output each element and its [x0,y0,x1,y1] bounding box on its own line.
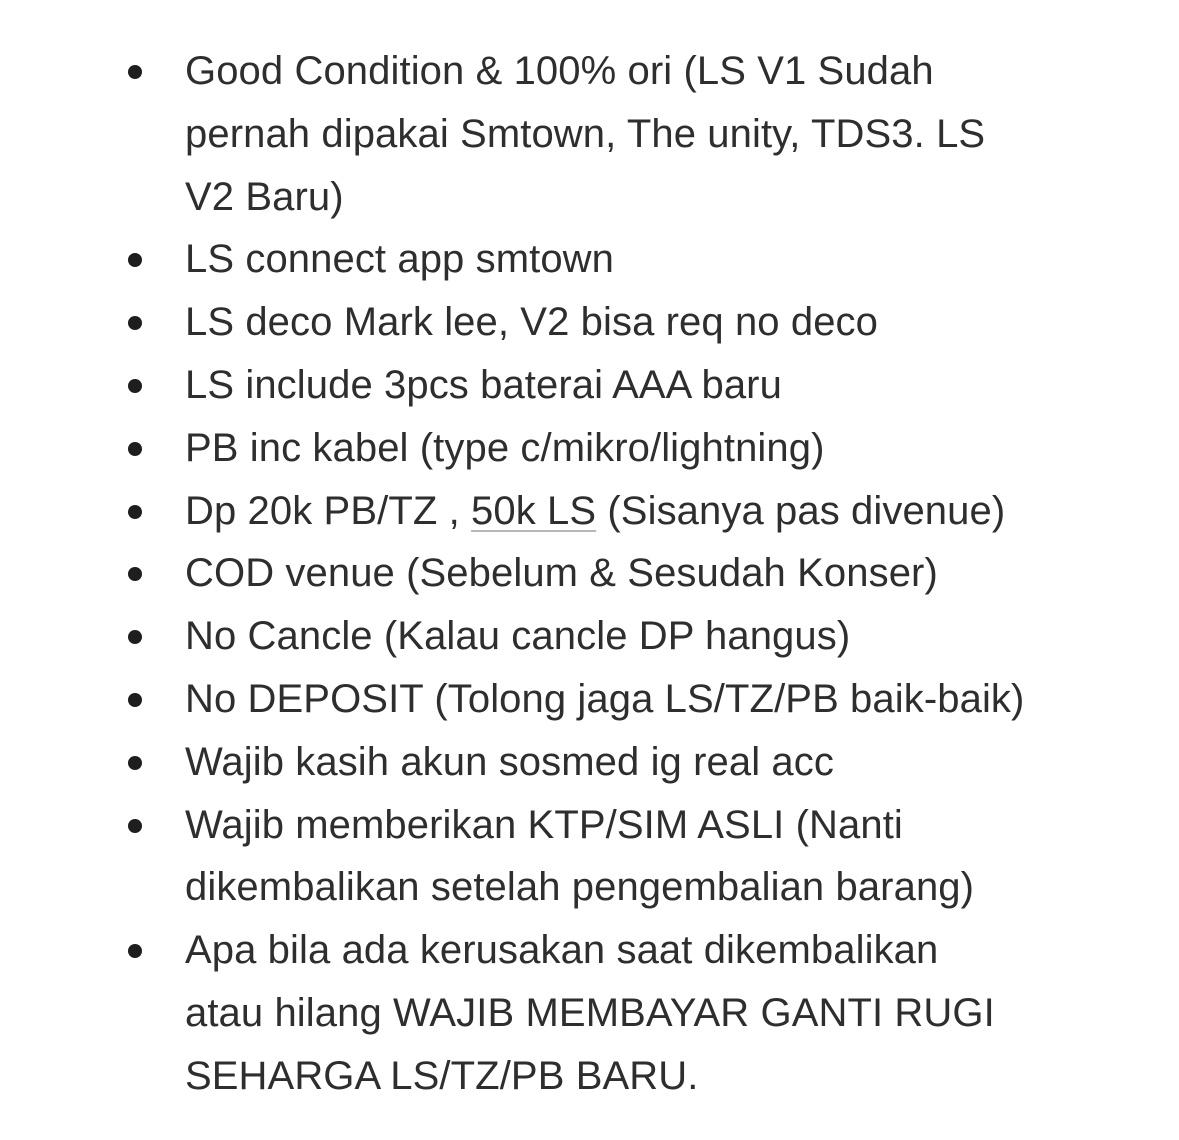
item-text-line: pernah dipakai Smtown, The unity, TDS3. LS [185,111,986,156]
note-body [0,40,1179,1108]
bullet-icon [128,379,142,393]
list-item-no-cancel [0,605,1179,668]
dp-text-before: Dp 20k PB/TZ , [185,488,472,533]
item-text-line [185,480,1139,543]
item-text-line: SEHARGA LS/TZ/PB BARU. [185,1053,699,1098]
list-item-deco [0,291,1179,354]
item-text-line: No Cancle (Kalau cancle DP hangus) [185,614,851,659]
item-text-line: LS deco Mark lee, V2 bisa req no deco [185,300,878,345]
bullet-icon [128,567,142,581]
list-item-battery [0,354,1179,417]
bullet-icon [128,65,142,79]
bullet-icon [128,253,142,267]
list-item-cod-venue [0,542,1179,605]
bullet-icon [128,316,142,330]
list-item-cable [0,417,1179,480]
dp-ls-link[interactable]: 50k LS [471,488,597,533]
list-item-down-payment [0,480,1179,543]
list-item-connect-app [0,228,1179,291]
item-text-line: V2 Baru) [185,174,344,219]
bullet-icon [128,630,142,644]
item-text-line: Wajib kasih akun sosmed ig real acc [185,739,834,784]
item-text-line: atau hilang WAJIB MEMBAYAR GANTI RUGI [185,990,995,1035]
item-text-line: Wajib memberikan KTP/SIM ASLI (Nanti [185,802,903,847]
bullet-icon [128,693,142,707]
item-text-line: PB inc kabel (type c/mikro/lightning) [185,425,825,470]
list-item-damage-policy [0,919,1179,1107]
list-item-condition [0,40,1179,228]
list-item-id-card [0,794,1179,920]
bullet-icon [128,819,142,833]
item-text-line: Apa bila ada kerusakan saat dikembalikan [185,928,939,973]
item-text-line: No DEPOSIT (Tolong jaga LS/TZ/PB baik-baik) [185,676,1025,721]
item-text-line: LS connect app smtown [185,237,615,282]
item-text-line: COD venue (Sebelum & Sesudah Konser) [185,551,938,596]
bullet-icon [128,442,142,456]
item-text-line: LS include 3pcs baterai AAA baru [185,362,782,407]
list-item-social-account [0,731,1179,794]
item-text-line: dikembalikan setelah pengembalian barang) [185,865,975,910]
bullet-icon [128,505,142,519]
bullet-icon [128,756,142,770]
item-text-line: Good Condition & 100% ori (LS V1 Sudah [185,49,934,93]
list-item-no-deposit [0,668,1179,731]
dp-text-after: (Sisanya pas divenue) [596,488,1006,533]
bullet-list [0,40,1179,1108]
bullet-icon [128,944,142,958]
